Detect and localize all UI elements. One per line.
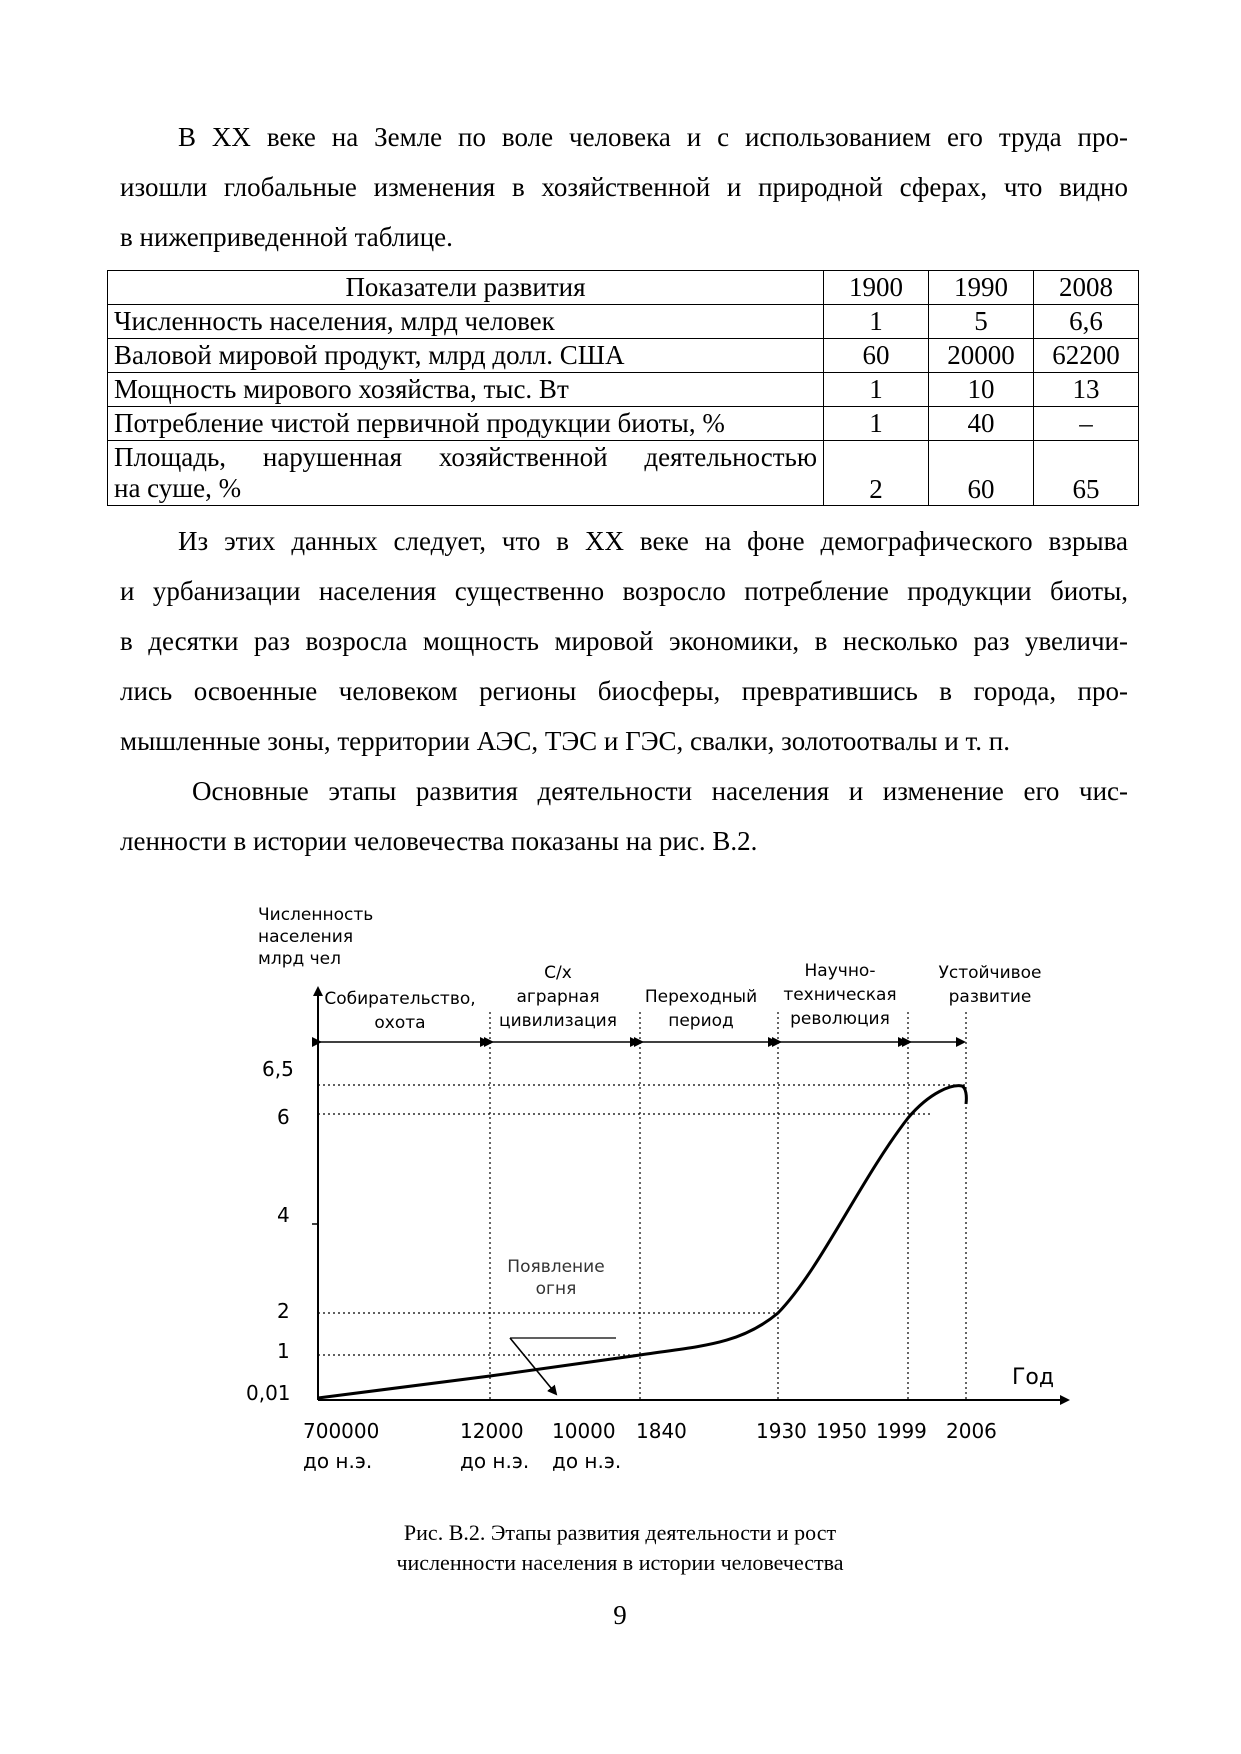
x-tick-label: 10000 — [552, 1419, 616, 1443]
period-label: революция — [790, 1009, 890, 1029]
period-label: техническая — [783, 985, 897, 1005]
y-tick-label: 1 — [277, 1339, 290, 1363]
horizontal-gridlines — [318, 1085, 968, 1355]
x-axis-label: Год — [1012, 1365, 1055, 1390]
x-tick-label: 700000 — [303, 1419, 380, 1443]
table-header-cell: 1990 — [929, 271, 1034, 305]
paragraph-line: мышленные зоны, территории АЭС, ТЭС и ГЭС, свалки, золотоотвалы и т. п. — [120, 726, 1010, 756]
caption-line: численности населения в истории человечества — [396, 1550, 844, 1575]
table-cell: 1 — [824, 407, 929, 441]
table-cell: 6,6 — [1034, 305, 1139, 339]
y-axis-label: населения — [258, 927, 354, 947]
table-cell-label: Численность населения, млрд человек — [108, 305, 824, 339]
paragraph-line: и урбанизации населения существенно возросло потребление продукции биоты, — [120, 576, 1128, 606]
table-cell-label: Мощность мирового хозяйства, тыс. Вт — [108, 373, 824, 407]
table-cell: 1 — [824, 373, 929, 407]
period-label: Собирательство, — [324, 989, 476, 1009]
period-label: Переходный — [644, 987, 758, 1007]
table-cell: 20000 — [929, 339, 1034, 373]
table-cell: 60 — [929, 441, 1034, 506]
paragraph-line: ленности в истории человечества показаны на рис. В.2. — [120, 826, 758, 856]
period-label: развитие — [948, 987, 1032, 1007]
table-header-cell: 2008 — [1034, 271, 1139, 305]
figure-caption — [300, 1518, 940, 1578]
x-tick-label: 1950 — [816, 1419, 867, 1443]
table-header-cell: 1900 — [824, 271, 929, 305]
table-cell: 2 — [824, 441, 929, 506]
y-tick-label: 6,5 — [262, 1057, 294, 1081]
y-tick-label: 0,01 — [246, 1381, 291, 1405]
page-number: 9 — [613, 1600, 627, 1630]
fire-annotation: Появление — [507, 1257, 605, 1277]
period-label: цивилизация — [499, 1011, 617, 1031]
table-cell: 62200 — [1034, 339, 1139, 373]
y-axis-label: млрд чел — [258, 949, 342, 969]
period-label: Устойчивое — [938, 963, 1042, 983]
table-cell: 1 — [824, 305, 929, 339]
y-tick-label: 6 — [277, 1105, 290, 1129]
intro-line: В XX веке на Земле по воле человека и с использованием его труда про- — [178, 122, 1128, 152]
table-cell: 10 — [929, 373, 1034, 407]
y-tick-label: 4 — [277, 1203, 290, 1227]
annotation-arrow — [510, 1338, 556, 1394]
x-tick-label: 1930 — [756, 1419, 807, 1443]
x-tick-label: 1999 — [876, 1419, 927, 1443]
population-curve — [318, 1086, 966, 1398]
intro-line: в нижеприведенной таблице. — [120, 222, 453, 252]
table-cell: 5 — [929, 305, 1034, 339]
x-tick-label: до н.э. — [552, 1449, 622, 1473]
table-cell-label-line: Площадь, нарушенная хозяйственной деятельностью — [114, 442, 817, 472]
table-cell: 40 — [929, 407, 1034, 441]
paragraph-line: Основные этапы развития деятельности населения и изменение его чис- — [192, 776, 1128, 806]
x-tick-label: до н.э. — [303, 1449, 373, 1473]
period-label: С/х — [544, 963, 572, 983]
y-tick-label: 2 — [277, 1299, 290, 1323]
paragraph-line: лись освоенные человеком регионы биосферы, превратившись в города, про- — [120, 676, 1128, 706]
x-tick-label: 1840 — [636, 1419, 687, 1443]
x-tick-label: до н.э. — [460, 1449, 530, 1473]
period-dividers — [490, 1012, 966, 1400]
x-tick-label: 2006 — [946, 1419, 997, 1443]
table-cell: 13 — [1034, 373, 1139, 407]
table-cell-label: Валовой мировой продукт, млрд долл. США — [108, 339, 824, 373]
table-cell-label: Потребление чистой первичной продукции биоты, % — [108, 407, 824, 441]
table-cell: 60 — [824, 339, 929, 373]
period-label: охота — [374, 1013, 426, 1033]
table-cell-label-line: на суше, % — [114, 473, 242, 503]
paragraph-line: в десятки раз возросла мощность мировой экономики, в несколько раз увеличи- — [120, 626, 1128, 656]
caption-line: Рис. В.2. Этапы развития деятельности и рост — [403, 1520, 837, 1545]
period-label: период — [668, 1011, 734, 1031]
x-tick-labels — [303, 1419, 997, 1473]
table-cell: – — [1034, 407, 1139, 441]
x-tick-label: 12000 — [460, 1419, 524, 1443]
y-axis-label: Численность — [258, 905, 374, 925]
paragraph-line: Из этих данных следует, что в XX веке на фоне демографического взрыва — [178, 526, 1128, 556]
table-cell: 65 — [1034, 441, 1139, 506]
period-label: Научно- — [804, 961, 876, 981]
period-labels — [324, 961, 1041, 1033]
intro-line: изошли глобальные изменения в хозяйственной и природной сферах, что видно — [120, 172, 1128, 202]
fire-annotation: огня — [535, 1279, 577, 1299]
period-label: аграрная — [516, 987, 600, 1007]
table-header-cell: Показатели развития — [108, 271, 824, 305]
